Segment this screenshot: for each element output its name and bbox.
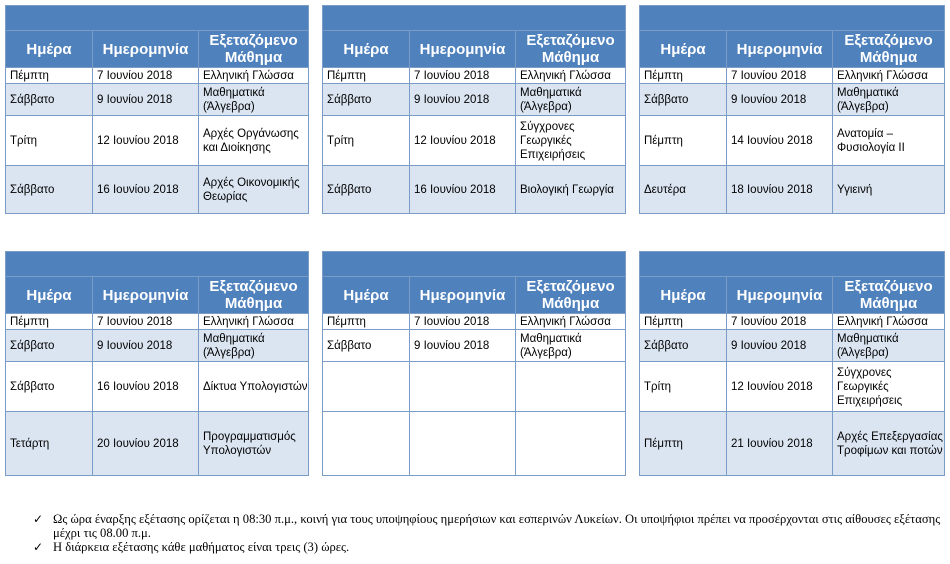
cell-day: Σάββατο [323, 84, 410, 116]
table-header-row [6, 31, 309, 68]
table-row [6, 166, 309, 214]
cell-day: Δευτέρα [640, 166, 727, 214]
cell-subject: Βιολογική Γεωργία [516, 166, 626, 214]
header-subject: Εξεταζόμενο Μάθημα [833, 277, 945, 314]
cell-subject: Ελληνική Γλώσσα [516, 68, 626, 84]
schedule-table-5 [322, 251, 626, 476]
cell-date: 9 Ιουνίου 2018 [410, 330, 516, 362]
table-top-band [323, 6, 626, 31]
cell-date [410, 362, 516, 412]
cell-day: Σάββατο [640, 330, 727, 362]
cell-day: Σάββατο [323, 166, 410, 214]
cell-subject: Ανατομία – Φυσιολογία ΙΙ [833, 116, 945, 166]
cell-subject: Μαθηματικά (Άλγεβρα) [199, 84, 309, 116]
header-date: Ημερομηνία [93, 31, 199, 68]
table-row [323, 412, 626, 476]
cell-date: 16 Ιουνίου 2018 [93, 166, 199, 214]
cell-date: 12 Ιουνίου 2018 [410, 116, 516, 166]
cell-date: 16 Ιουνίου 2018 [410, 166, 516, 214]
cell-subject: Αρχές Επεξεργασίας Τροφίμων και ποτών [833, 412, 945, 476]
cell-day: Τρίτη [640, 362, 727, 412]
schedule-table-3 [639, 5, 945, 214]
exam-notes [33, 512, 945, 554]
header-subject: Εξεταζόμενο Μάθημα [516, 31, 626, 68]
header-date: Ημερομηνία [727, 31, 833, 68]
cell-date: 20 Ιουνίου 2018 [93, 412, 199, 476]
cell-subject: Ελληνική Γλώσσα [833, 314, 945, 330]
cell-date: 7 Ιουνίου 2018 [410, 314, 516, 330]
cell-day: Σάββατο [6, 362, 93, 412]
check-mark-icon: ✓ [33, 512, 44, 526]
table-row [6, 362, 309, 412]
cell-day [323, 412, 410, 476]
table-row [640, 166, 945, 214]
cell-date: 18 Ιουνίου 2018 [727, 166, 833, 214]
header-subject: Εξεταζόμενο Μάθημα [516, 277, 626, 314]
table-row [6, 116, 309, 166]
cell-date: 7 Ιουνίου 2018 [727, 314, 833, 330]
cell-subject: Σύγχρονες Γεωργικές Επιχειρήσεις [833, 362, 945, 412]
cell-subject: Δίκτυα Υπολογιστών [199, 362, 309, 412]
cell-day: Πέμπτη [323, 314, 410, 330]
cell-subject: Προγραμματισμός Υπολογιστών [199, 412, 309, 476]
cell-subject: Ελληνική Γλώσσα [199, 68, 309, 84]
cell-day: Σάββατο [6, 84, 93, 116]
table-top-band [640, 252, 945, 277]
cell-subject: Μαθηματικά (Άλγεβρα) [199, 330, 309, 362]
cell-subject: Αρχές Οικονομικής Θεωρίας [199, 166, 309, 214]
header-date: Ημερομηνία [93, 277, 199, 314]
table-header-row [6, 277, 309, 314]
cell-subject: Ελληνική Γλώσσα [199, 314, 309, 330]
cell-date: 7 Ιουνίου 2018 [727, 68, 833, 84]
note-text: Ως ώρα έναρξης εξέτασης ορίζεται η 08:30 π.μ., κοινή για τους υποψηφίους ημερήσιων και εσπερινών Λυκείων. Οι υποψήφιοι πρέπει να προσέρχονται στις αίθουσες εξέτασης μέχρι τις 08.00 π.μ. [53, 512, 941, 540]
cell-subject: Ελληνική Γλώσσα [833, 68, 945, 84]
table-header-row [640, 277, 945, 314]
cell-day [323, 362, 410, 412]
cell-day: Τρίτη [6, 116, 93, 166]
cell-day: Σάββατο [6, 330, 93, 362]
header-subject: Εξεταζόμενο Μάθημα [833, 31, 945, 68]
table-row [640, 68, 945, 84]
header-subject: Εξεταζόμενο Μάθημα [199, 31, 309, 68]
table-top-band [6, 252, 309, 277]
table-row [323, 68, 626, 84]
cell-subject [516, 362, 626, 412]
cell-date [410, 412, 516, 476]
cell-day: Σάββατο [640, 84, 727, 116]
header-day: Ημέρα [640, 31, 727, 68]
cell-day: Πέμπτη [640, 314, 727, 330]
check-mark-icon: ✓ [33, 540, 44, 554]
cell-subject: Σύγχρονες Γεωργικές Επιχειρήσεις [516, 116, 626, 166]
table-row [323, 84, 626, 116]
cell-day: Σάββατο [6, 166, 93, 214]
table-top-band [640, 6, 945, 31]
cell-subject [516, 412, 626, 476]
header-date: Ημερομηνία [410, 31, 516, 68]
table-row [323, 166, 626, 214]
cell-day: Πέμπτη [640, 412, 727, 476]
schedule-table-6 [639, 251, 945, 476]
cell-day: Πέμπτη [323, 68, 410, 84]
table-row [640, 362, 945, 412]
cell-day: Τετάρτη [6, 412, 93, 476]
cell-day: Πέμπτη [6, 68, 93, 84]
header-date: Ημερομηνία [727, 277, 833, 314]
cell-subject: Ελληνική Γλώσσα [516, 314, 626, 330]
header-date: Ημερομηνία [410, 277, 516, 314]
cell-date: 9 Ιουνίου 2018 [410, 84, 516, 116]
header-day: Ημέρα [640, 277, 727, 314]
cell-date: 7 Ιουνίου 2018 [93, 68, 199, 84]
table-row [6, 314, 309, 330]
schedule-table-1 [5, 5, 309, 214]
schedule-table-2 [322, 5, 626, 214]
schedule-table-4 [5, 251, 309, 476]
cell-day: Πέμπτη [6, 314, 93, 330]
cell-date: 12 Ιουνίου 2018 [727, 362, 833, 412]
header-day: Ημέρα [6, 277, 93, 314]
table-top-band [6, 6, 309, 31]
cell-date: 16 Ιουνίου 2018 [93, 362, 199, 412]
note-text: Η διάρκεια εξέτασης κάθε μαθήματος είναι τρεις (3) ώρες. [53, 540, 350, 554]
table-row [323, 330, 626, 362]
header-day: Ημέρα [323, 277, 410, 314]
header-subject: Εξεταζόμενο Μάθημα [199, 277, 309, 314]
cell-date: 9 Ιουνίου 2018 [727, 330, 833, 362]
table-row [323, 362, 626, 412]
cell-day: Σάββατο [323, 330, 410, 362]
cell-subject: Μαθηματικά (Άλγεβρα) [833, 84, 945, 116]
cell-subject: Μαθηματικά (Άλγεβρα) [833, 330, 945, 362]
table-top-band [323, 252, 626, 277]
table-row [6, 412, 309, 476]
table-header-row [640, 31, 945, 68]
cell-subject: Μαθηματικά (Άλγεβρα) [516, 84, 626, 116]
cell-subject: Μαθηματικά (Άλγεβρα) [516, 330, 626, 362]
cell-day: Τρίτη [323, 116, 410, 166]
cell-subject: Αρχές Οργάνωσης και Διοίκησης [199, 116, 309, 166]
table-row [6, 330, 309, 362]
cell-date: 21 Ιουνίου 2018 [727, 412, 833, 476]
table-row [640, 84, 945, 116]
cell-day: Πέμπτη [640, 68, 727, 84]
table-row [323, 314, 626, 330]
cell-date: 7 Ιουνίου 2018 [410, 68, 516, 84]
table-row [323, 116, 626, 166]
cell-subject: Υγιεινή [833, 166, 945, 214]
header-day: Ημέρα [323, 31, 410, 68]
note-item [33, 512, 945, 540]
table-header-row [323, 277, 626, 314]
cell-date: 12 Ιουνίου 2018 [93, 116, 199, 166]
cell-day: Πέμπτη [640, 116, 727, 166]
table-row [640, 412, 945, 476]
table-row [6, 68, 309, 84]
table-row [640, 330, 945, 362]
cell-date: 9 Ιουνίου 2018 [727, 84, 833, 116]
header-day: Ημέρα [6, 31, 93, 68]
table-row [6, 84, 309, 116]
table-row [640, 314, 945, 330]
cell-date: 9 Ιουνίου 2018 [93, 84, 199, 116]
cell-date: 14 Ιουνίου 2018 [727, 116, 833, 166]
table-header-row [323, 31, 626, 68]
cell-date: 7 Ιουνίου 2018 [93, 314, 199, 330]
table-row [640, 116, 945, 166]
cell-date: 9 Ιουνίου 2018 [93, 330, 199, 362]
note-item [33, 540, 945, 554]
